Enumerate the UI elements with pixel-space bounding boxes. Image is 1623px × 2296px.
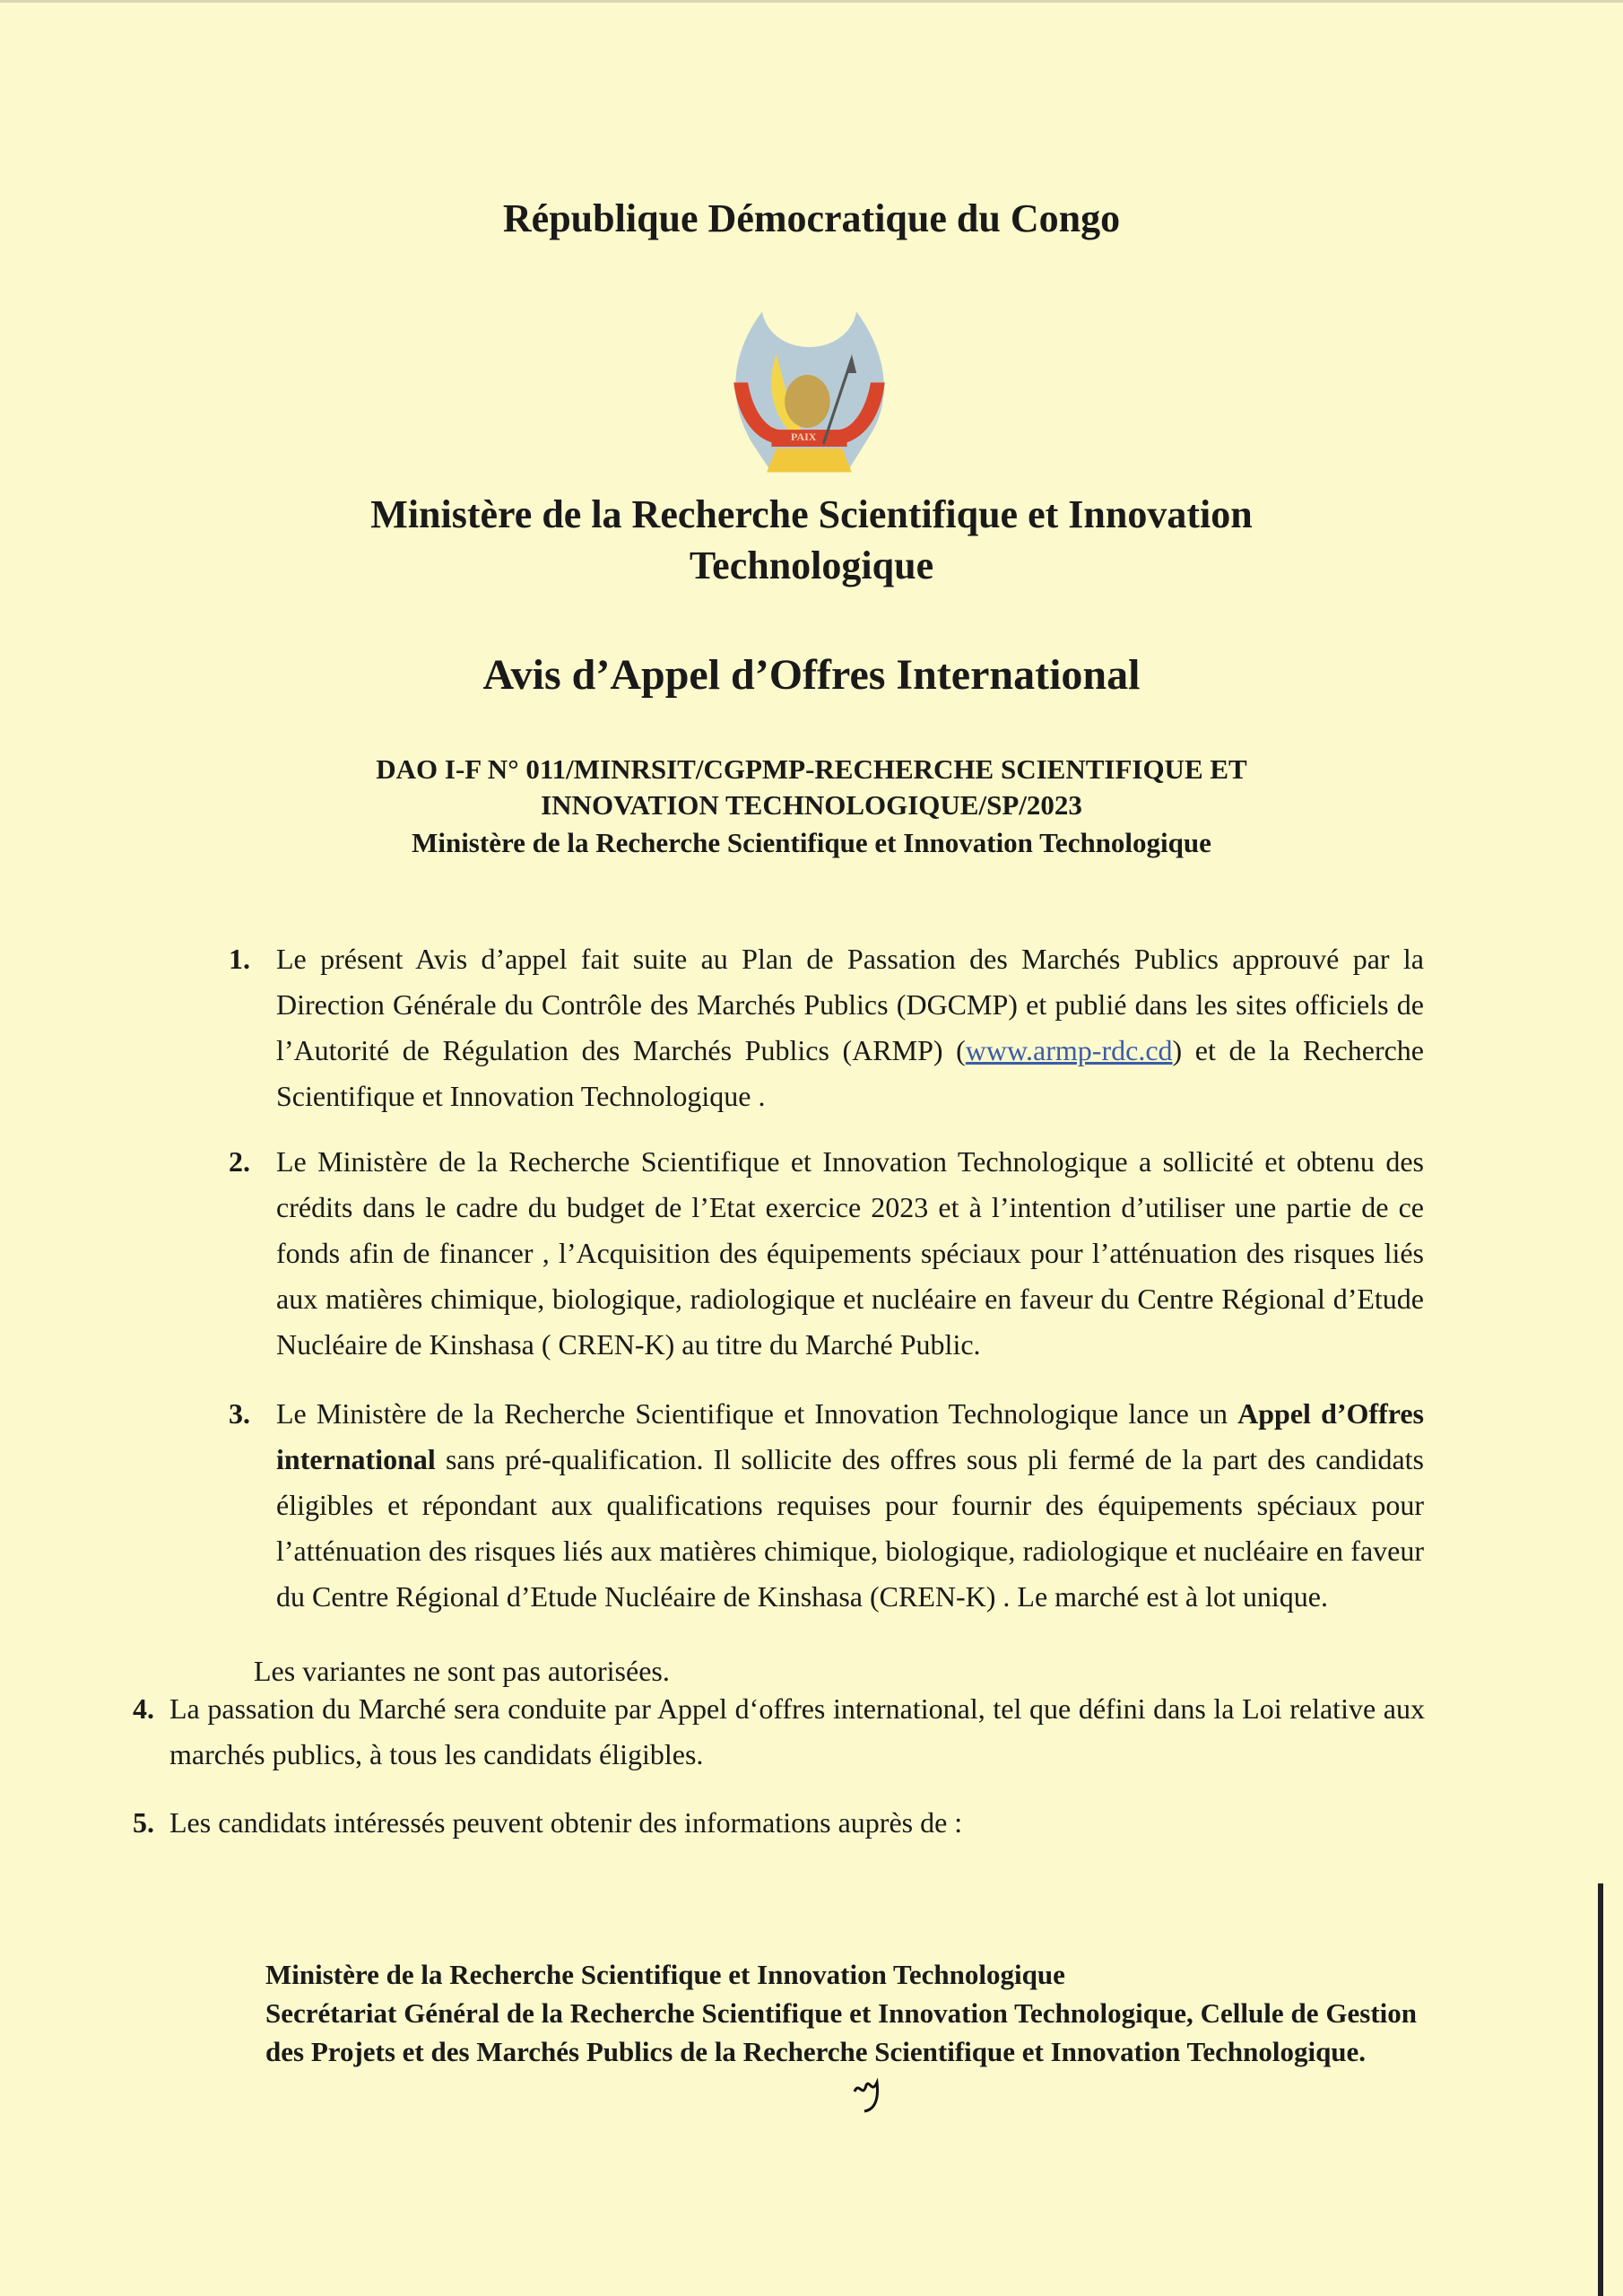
contact-line2: Secrétariat Général de la Recherche Scientifique et Innovation Technologique, Cellule de Gestion des Projets et des Marchés Publics de la Recherche Scientifique et Innovation Technologique. (265, 1997, 1417, 2067)
notice-title: Avis d’Appel d’Offres International (482, 651, 1141, 699)
item-number: 5. (133, 1806, 154, 1839)
item-number: 4. (133, 1692, 154, 1725)
coat-of-arms-emblem (713, 302, 906, 482)
variants-note: Les variantes ne sont pas autorisées. (254, 1655, 670, 1687)
paragraph-5: Les candidats intéressés peuvent obtenir des informations auprès de : (169, 1806, 963, 1839)
item-number: 1. (229, 943, 250, 975)
item-number: 2. (229, 1145, 250, 1178)
reference-line2: INNOVATION TECHNOLOGIQUE/SP/2023 (541, 789, 1082, 821)
paragraph-text: Le présent Avis d’appel fait suite au Plan de Passation des Marchés Publics approuvé par la Direction Générale du Contrôle des Marchés Publics (DGCMP) et publié dans les sites officiels de l’Autorité de Régulation des Marchés Publics (ARMP) ( (276, 943, 1424, 1066)
scan-edge (1598, 1883, 1603, 2296)
scan-edge (0, 0, 1623, 3)
contact-block (265, 1955, 1417, 2071)
paragraph-text: Le Ministère de la Recherche Scientifique et Innovation Technologique lance un (276, 1397, 1238, 1430)
paragraph-2: Le Ministère de la Recherche Scientifique et Innovation Technologique a sollicité et obtenu des crédits dans le cadre du budget de l’Etat exercice 2023 et à l’intention d’utiliser une partie de ce fonds afin de financer , l’Acquisition des équipements spéciaux pour l’atténuation des risques liés aux matières chimique, biologique, radiologique et nucléaire en faveur du Centre Régional d’Etude Nucléaire de Kinshasa ( CREN-K) au titre du Marché Public. (276, 1145, 1424, 1361)
ministry-title-line2: Technologique (689, 544, 934, 587)
paragraph-text: sans pré-qualification. Il sollicite des offres sous pli fermé de la part des candidats éligibles et répondant aux qualifications requises pour fournir des équipements spéciaux pour l’atténuation des risques liés aux matières chimique, biologique, radiologique et nucléaire en faveur du Centre Régional d’Etude Nucléaire de Kinshasa (CREN-K) . Le marché est à lot unique. (276, 1443, 1424, 1613)
paragraph-1 (276, 936, 1424, 1119)
paragraph-text: ) et de la Recherche Scientifique et Innovation Technologique . (276, 1034, 1425, 1112)
emblem-motto: PAIX (791, 430, 817, 443)
reference-line3: Ministère de la Recherche Scientifique et Innovation Technologique (412, 827, 1211, 858)
bold-text: Appel d’Offres international (276, 1397, 1425, 1475)
paragraph-4: La passation du Marché sera conduite par Appel d‘offres international, tel que défini dans la Loi relative aux marchés publics, à tous les candidats éligibles. (169, 1692, 1425, 1770)
contact-line1: Ministère de la Recherche Scientifique et Innovation Technologique (265, 1959, 1065, 1990)
ministry-title-line1: Ministère de la Recherche Scientifique et Innovation (370, 492, 1253, 536)
country-title: République Démocratique du Congo (502, 196, 1121, 240)
paragraph-3 (276, 1391, 1424, 1620)
reference-line1: DAO I-F N° 011/MINRSIT/CGPMP-RECHERCHE SCIENTIFIQUE ET (376, 753, 1247, 785)
handwritten-initial (852, 2072, 888, 2117)
armp-link[interactable]: www.armp-rdc.cd (965, 1034, 1173, 1066)
item-number: 3. (229, 1397, 250, 1430)
